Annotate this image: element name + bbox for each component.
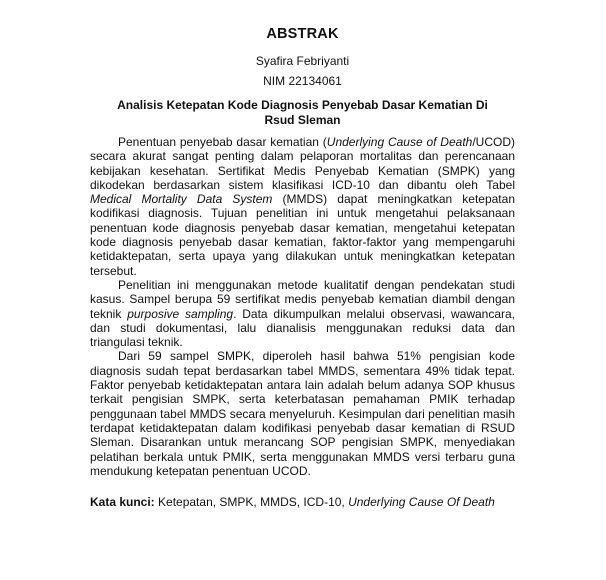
abstract-paragraph-2: Penelitian ini menggunakan metode kualitatif dengan pendekatan studi kasus. Sampel berupa 59 sertifikat medis penyebab kematian diambil dengan teknik purposive sampling. Data dikumpulkan melalui observasi, wawancara, dan studi dokumentasi, lalu dianalisis menggunakan reduksi data dan triangulasi teknik.	[90, 277, 516, 350]
abstract-body	[90, 135, 515, 478]
abstract-paragraph-3: Dari 59 sampel SMPK, diperoleh hasil bahwa 51% pengisian kode diagnosis sudah tepat berdasarkan tabel MMDS, sementara 49% tidak tepat. Faktor penyebab ketidaktepatan antara lain adalah belum adanya SOP khusus terkait pengisian SMPK, serta keterbatasan pemahaman PMIK terhadap penggunaan tabel MMDS secara menyeluruh. Kesimpulan dari penelitian masih terdapat ketidaktepatan dalam kodifikasi penyebab dasar kematian di RSUD Sleman. Disarankan untuk merancang SOP pengisian SMPK, menyediakan pelatihan berkala untuk PMIK, serta menggunakan MMDS versi terbaru guna mendukung ketepatan penentuan UCOD.	[90, 349, 515, 478]
abstract-heading: ABSTRAK	[266, 26, 339, 42]
author-name: Syafira Febriyanti	[255, 54, 350, 68]
abstract-paragraph-1: Penentuan penyebab dasar kematian (Underlying Cause of Death/UCOD) secara akurat sangat penting dalam pelaporan mortalitas dan perencanaan kebijakan kesehatan. Sertifikat Medis Penyebab Kematian (SMPK) yang dikodekan berdasarkan sistem klasifikasi ICD-10 dan dibantu oleh Tabel Medical Mortality Data System (MMDS) dapat meningkatkan ketepatan kodifikasi diagnosis. Tujuan penelitian ini untuk mengetahui pelaksanaan penentuan kode diagnosis penyebab dasar kematian, mengetahui ketepatan kode diagnosis penyebab dasar kematian, faktor-faktor yang mempengaruhi ketidaktepatan, serta upaya yang dilakukan untuk meningkatkan ketepatan tersebut.	[90, 135, 516, 278]
thesis-title: Analisis Ketepatan Kode Diagnosis Penyebab Dasar Kematian Di Rsud Sleman	[117, 98, 488, 127]
keywords-line: Kata kunci: Ketepatan, SMPK, MMDS, ICD-10, Underlying Cause Of Death	[90, 495, 495, 510]
abstract-content	[90, 26, 515, 510]
student-id: NIM 22134061	[263, 74, 342, 88]
